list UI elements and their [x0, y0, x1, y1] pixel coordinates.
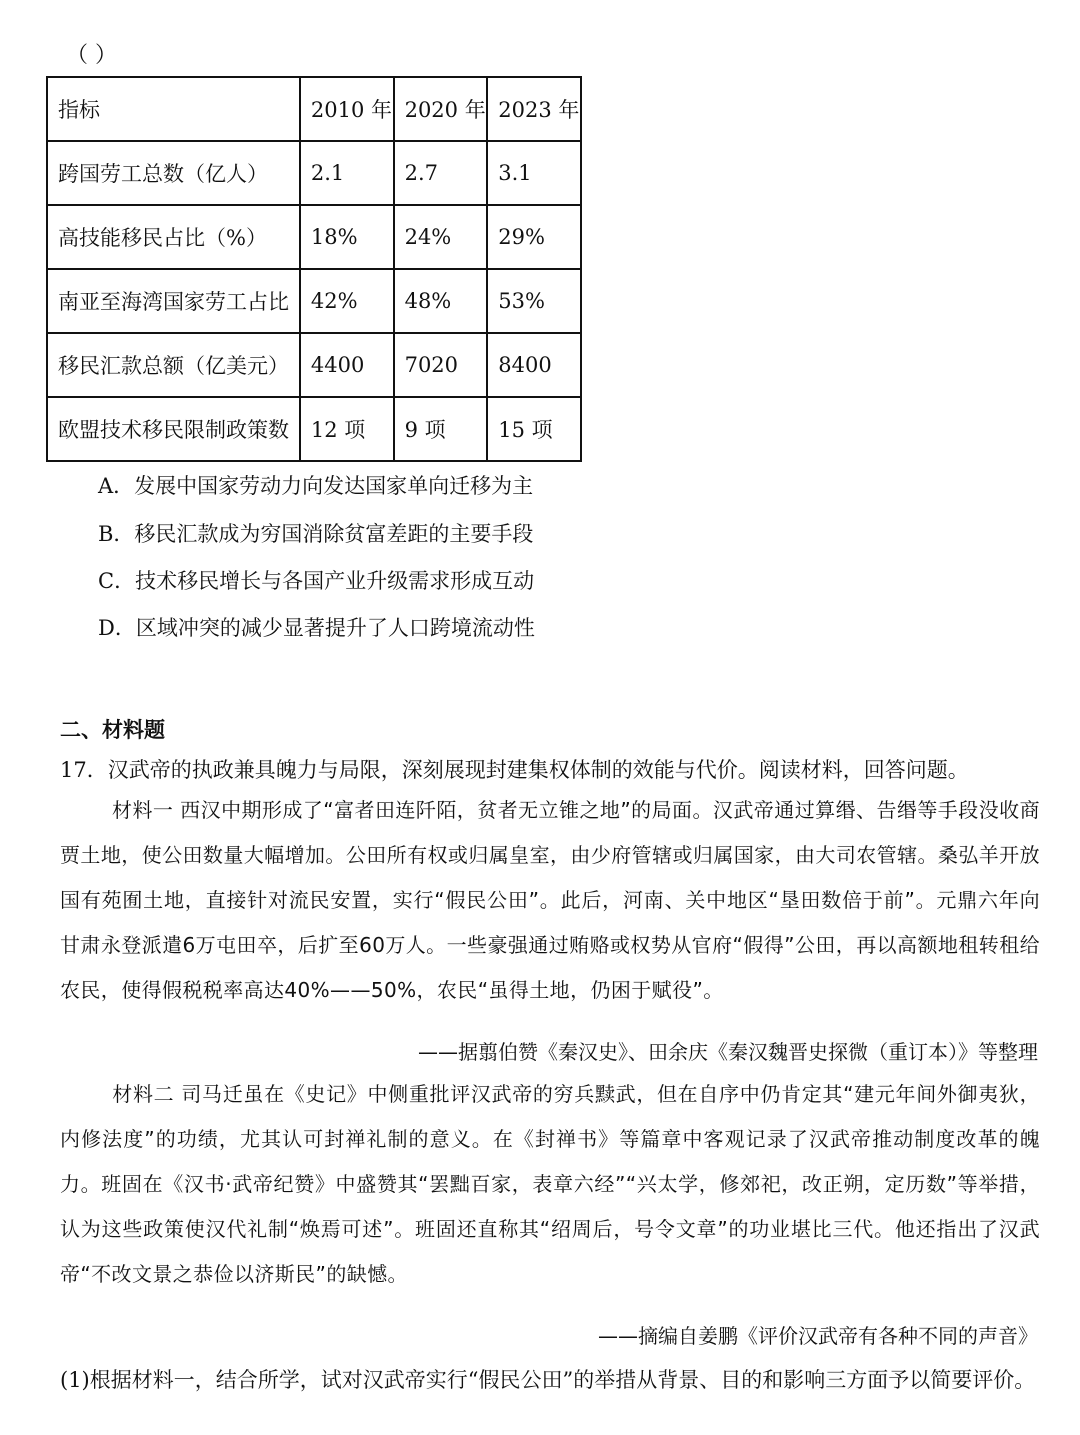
material-two-source: ——摘编自姜鹏《评价汉武帝有各种不同的声音》	[598, 1324, 1038, 1348]
table-cell: 53%	[487, 269, 581, 333]
table-cell: 15 项	[487, 397, 581, 461]
section-title: 二、材料题	[60, 718, 165, 742]
table-cell: 移民汇款总额（亿美元）	[47, 333, 300, 397]
table-cell: 48%	[394, 269, 488, 333]
table-cell: 9 项	[394, 397, 488, 461]
table-cell: 29%	[487, 205, 581, 269]
table-header-cell: 2020 年	[394, 77, 488, 141]
table-cell: 7020	[394, 333, 488, 397]
table-cell: 3.1	[487, 141, 581, 205]
table-cell: 12 项	[300, 397, 394, 461]
table-cell: 2.7	[394, 141, 488, 205]
table-cell: 8400	[487, 333, 581, 397]
table-cell: 南亚至海湾国家劳工占比	[47, 269, 300, 333]
table-row	[47, 333, 581, 397]
migration-data-table	[46, 76, 582, 462]
table-cell: 42%	[300, 269, 394, 333]
table-row	[47, 205, 581, 269]
table-row	[47, 141, 581, 205]
table-cell: 2.1	[300, 141, 394, 205]
option-a: A．发展中国家劳动力向发达国家单向迁移为主	[98, 474, 534, 498]
table-cell: 4400	[300, 333, 394, 397]
table-row	[47, 397, 581, 461]
option-d: D．区域冲突的减少显著提升了人口跨境流动性	[98, 616, 535, 640]
material-two	[60, 1072, 1040, 1297]
table-header-row	[47, 77, 581, 141]
material-one-source: ——据翦伯赞《秦汉史》、田余庆《秦汉魏晋史探微（重订本）》等整理	[418, 1040, 1038, 1064]
table-cell: 高技能移民占比（%）	[47, 205, 300, 269]
material-one-text: 材料一 西汉中期形成了“富者田连阡陌，贫者无立锥之地”的局面。汉武帝通过算缗、告缗等手段没收商贾土地，使公田数量大幅增加。公田所有权或归属皇室，由少府管辖或归属国家，由大司农管辖。桑弘羊开放国有苑囿土地，直接针对流民安置，实行“假民公田”。此后，河南、关中地区“垦田数倍于前”。元鼎六年向甘肃永登派遣6万屯田卒，后扩至60万人。一些豪强通过贿赂或权势从官府“假得”公田，再以高额地租转租给农民，使得假税税率高达40%——50%，农民“虽得土地，仍困于赋役”。	[60, 798, 1040, 1002]
question-17-stem: 17．汉武帝的执政兼具魄力与局限，深刻展现封建集权体制的效能与代价。阅读材料，回答问题。	[60, 758, 969, 782]
table-cell: 跨国劳工总数（亿人）	[47, 141, 300, 205]
sub-question-1: (1)根据材料一，结合所学，试对汉武帝实行“假民公田”的举措从背景、目的和影响三方面予以简要评价。	[60, 1368, 1036, 1392]
answer-bracket: （ ）	[66, 43, 117, 68]
material-two-text: 材料二 司马迁虽在《史记》中侧重批评汉武帝的穷兵黩武，但在自序中仍肯定其“建元年间外御夷狄，内修法度”的功绩，尤其认可封禅礼制的意义。在《封禅书》等篇章中客观记录了汉武帝推动制度改革的魄力。班固在《汉书·武帝纪赞》中盛赞其“罢黜百家，表章六经”“兴太学，修郊祀，改正朔，定历数”等举措，认为这些政策使汉代礼制“焕焉可述”。班固还直称其“绍周后，号令文章”的功业堪比三代。他还指出了汉武帝“不改文景之恭俭以济斯民”的缺憾。	[60, 1082, 1040, 1286]
table-cell: 18%	[300, 205, 394, 269]
table-header-cell: 指标	[47, 77, 300, 141]
option-b: B．移民汇款成为穷国消除贫富差距的主要手段	[98, 522, 534, 546]
table-cell: 24%	[394, 205, 488, 269]
material-one	[60, 788, 1040, 1013]
table-header-cell: 2010 年	[300, 77, 394, 141]
table-header-cell: 2023 年	[487, 77, 581, 141]
option-c: C．技术移民增长与各国产业升级需求形成互动	[98, 569, 535, 593]
table-cell: 欧盟技术移民限制政策数	[47, 397, 300, 461]
table-row	[47, 269, 581, 333]
